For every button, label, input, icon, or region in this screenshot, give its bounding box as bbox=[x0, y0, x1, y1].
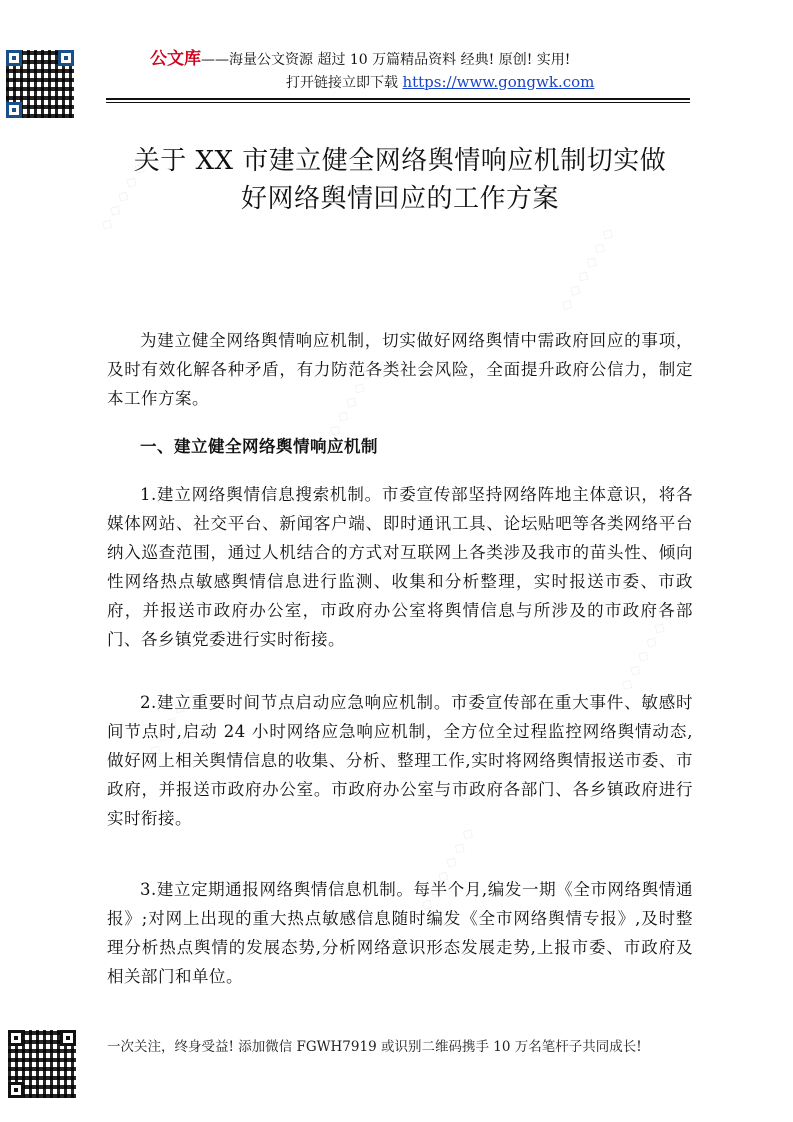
header-download-line bbox=[150, 71, 670, 94]
item-2-paragraph: 2.建立重要时间节点启动应急响应机制。市委宣传部在重大事件、敏感时间节点时,启动 24 小时网络应急响应机制，全方位全过程监控网络舆情动态,做好网上相关舆情信息的收集、分析、整理工作,实时将网络舆情报送市委、市政府，并报送市政府办公室。市政府办公室与市政府各部门、各乡镇政府进行实时衔接。 bbox=[107, 693, 693, 828]
title-line-1: 关于 XX 市建立健全网络舆情响应机制切实做 bbox=[133, 146, 667, 176]
item-3-block bbox=[107, 875, 693, 991]
qr-finder-icon bbox=[8, 1030, 24, 1046]
website-link[interactable]: https://www.gongwk.com bbox=[402, 73, 595, 91]
footer-text: 一次关注，终身受益! 添加微信 FGWH7919 或识别二维码携手 10 万名笔杆子共同成长! bbox=[107, 1039, 642, 1055]
section-heading-block bbox=[107, 432, 693, 461]
item-3-paragraph: 3.建立定期通报网络舆情信息机制。每半个月,编发一期《全市网络舆情通报》;对网上出现的重大热点敏感信息随时编发《全市网络舆情专报》,及时整理分析热点舆情的发展态势,分析网络意识形态发展走势,上报市委、市政府及相关部门和单位。 bbox=[107, 880, 693, 986]
page-footer bbox=[107, 1037, 699, 1057]
qr-finder-icon bbox=[8, 1082, 24, 1098]
page-header bbox=[150, 48, 670, 94]
header-tagline-line bbox=[150, 48, 670, 71]
download-text: 打开链接立即下载 bbox=[286, 75, 398, 91]
item-2-block bbox=[107, 688, 693, 833]
header-divider bbox=[106, 98, 690, 100]
qr-code-bottom bbox=[8, 1030, 76, 1098]
watermark-icon: ◇ ◇ ◇ ◇ ◇ ◇ bbox=[135, 684, 198, 774]
document-title bbox=[100, 142, 700, 218]
intro-paragraph-block bbox=[107, 326, 693, 413]
section-heading: 一、建立健全网络舆情响应机制 bbox=[140, 437, 378, 456]
header-divider-thin bbox=[106, 102, 690, 103]
intro-paragraph: 为建立健全网络舆情响应机制，切实做好网络舆情中需政府回应的事项，及时有效化解各种矛盾，有力防范各类社会风险，全面提升政府公信力，制定本工作方案。 bbox=[107, 331, 693, 408]
watermark-icon: ◇ ◇ ◇ ◇ ◇ ◇ bbox=[615, 604, 678, 694]
qr-finder-icon bbox=[6, 50, 22, 66]
brand-name: 公文库 bbox=[150, 49, 201, 69]
watermark-icon: ◇ ◇ ◇ ◇ ◇ ◇ bbox=[415, 824, 478, 914]
qr-finder-icon bbox=[58, 50, 74, 66]
watermark-icon: ◇ ◇ ◇ ◇ ◇ ◇ bbox=[555, 224, 618, 314]
title-line-2: 好网络舆情回应的工作方案 bbox=[240, 184, 559, 214]
watermark-icon: ◇ ◇ ◇ ◇ ◇ ◇ bbox=[315, 364, 378, 454]
header-tagline: ——海量公文资源 超过 10 万篇精品资料 经典! 原创! 实用! bbox=[201, 52, 571, 68]
item-1-paragraph: 1.建立网络舆情信息搜索机制。市委宣传部坚持网络阵地主体意识，将各媒体网站、社交平台、新闻客户端、即时通讯工具、论坛贴吧等各类网络平台纳入巡查范围，通过人机结合的方式对互联网上各类涉及我市的苗头性、倾向性网络热点敏感舆情信息进行监测、收集和分析整理，实时报送市委、市政府，并报送市政府办公室，市政府办公室将舆情信息与所涉及的市政府各部门、各乡镇党委进行实时衔接。 bbox=[107, 485, 693, 649]
qr-code-top bbox=[6, 50, 74, 118]
qr-finder-icon bbox=[60, 1030, 76, 1046]
item-1-block bbox=[107, 480, 693, 654]
qr-finder-icon bbox=[6, 102, 22, 118]
watermark-icon: ◇ ◇ ◇ ◇ ◇ ◇ bbox=[95, 144, 158, 234]
